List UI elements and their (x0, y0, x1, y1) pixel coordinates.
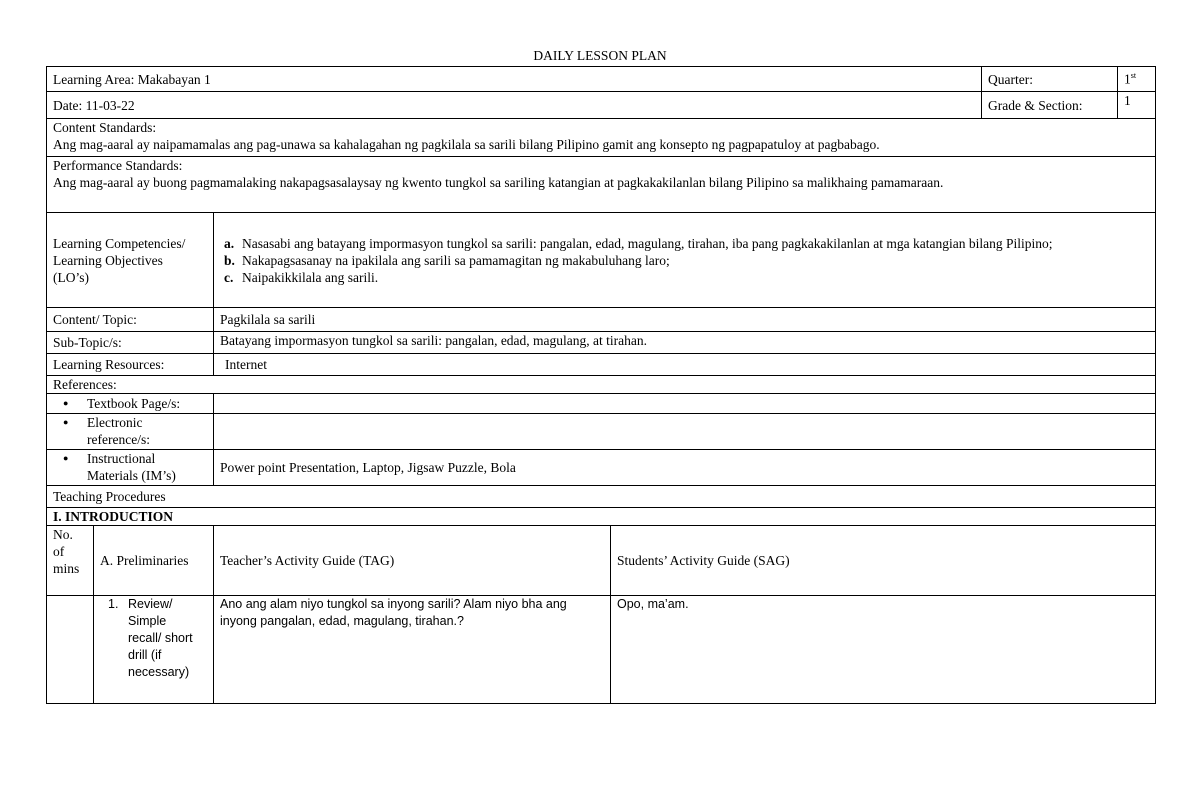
introduction-heading: I. INTRODUCTION (47, 508, 1156, 526)
competencies-label: Learning Competencies/ Learning Objectives (LO’s) (47, 213, 214, 308)
objective-item: b. Nakapagsasanay na ipakilala ang sarili sa pamamagitan ng makabuluhang laro; (224, 252, 670, 268)
textbook-label: ● Textbook Page/s: (47, 394, 214, 414)
instructional-materials-value: Power point Presentation, Laptop, Jigsaw Puzzle, Bola (214, 450, 1156, 486)
tag-header: Teacher’s Activity Guide (TAG) (214, 526, 611, 596)
content-topic-value: Pagkilala sa sarili (214, 308, 1156, 332)
electronic-reference-value (214, 414, 1156, 450)
review-sag-cell: Opo, ma’am. (611, 596, 1156, 704)
sag-header: Students’ Activity Guide (SAG) (611, 526, 1156, 596)
grade-section-label: Grade & Section: (982, 92, 1118, 119)
content-standards-text: Ang mag-aaral ay naipamamalas ang pag-unawa sa kahalagahan ng pagkilala sa sarili bilang Pilipino gamit ang konsepto ng pagpapatuloy at pagbabago. (53, 137, 880, 152)
review-mins-cell (47, 596, 94, 704)
review-step-cell (94, 596, 214, 704)
objectives-list (220, 235, 1149, 286)
sub-topic-label: Sub-Topic/s: (47, 332, 214, 354)
review-step: 1. Review/ Simple recall/ short drill (if necessary) (108, 597, 193, 679)
performance-standards-text: Ang mag-aaral ay buong pagmamalaking nakapagsasalaysay ng kwento tungkol sa sariling katangian at pagkakakilanlan bilang Pilipino sa malikhaing pamamaraan. (53, 175, 944, 190)
teaching-procedures-label: Teaching Procedures (47, 486, 1156, 508)
review-tag-cell: Ano ang alam niyo tungkol sa inyong sarili? Alam niyo bha ang inyong pangalan, edad, magulang, tirahan.? (214, 596, 611, 704)
learning-area-cell: Learning Area: Makabayan 1 (47, 67, 982, 92)
date-cell: Date: 11-03-22 (47, 92, 982, 119)
instructional-materials-label: ● Instructional Materials (IM’s) (47, 450, 214, 486)
competencies-list-cell (214, 213, 1156, 308)
objective-item: a. Nasasabi ang batayang impormasyon tungkol sa sarili: pangalan, edad, magulang, tirahan, iba pang pagkakakilanlan at mga katangian bilang Pilipino; (224, 235, 1053, 251)
learning-resources-value: Internet (214, 354, 1156, 376)
quarter-value: 1st (1118, 67, 1156, 92)
page-title: DAILY LESSON PLAN (533, 48, 667, 63)
quarter-label: Quarter: (982, 67, 1118, 92)
content-topic-label: Content/ Topic: (47, 308, 214, 332)
textbook-value (214, 394, 1156, 414)
performance-standards-label: Performance Standards: (53, 158, 183, 173)
electronic-reference-label: ● Electronic reference/s: (47, 414, 214, 450)
grade-section-value: 1 (1118, 92, 1156, 119)
mins-header: No. of mins (47, 526, 94, 596)
references-label: References: (47, 376, 1156, 394)
sub-topic-value: Batayang impormasyon tungkol sa sarili: pangalan, edad, magulang, at tirahan. (214, 332, 1156, 354)
content-standards-label: Content Standards: (53, 120, 157, 135)
performance-standards-cell (47, 157, 1156, 213)
content-standards-cell (47, 119, 1156, 157)
lesson-plan-table (46, 66, 1156, 704)
objective-item: c. Naipakikkilala ang sarili. (224, 269, 379, 285)
learning-resources-label: Learning Resources: (47, 354, 214, 376)
preliminaries-header: A. Preliminaries (94, 526, 214, 596)
